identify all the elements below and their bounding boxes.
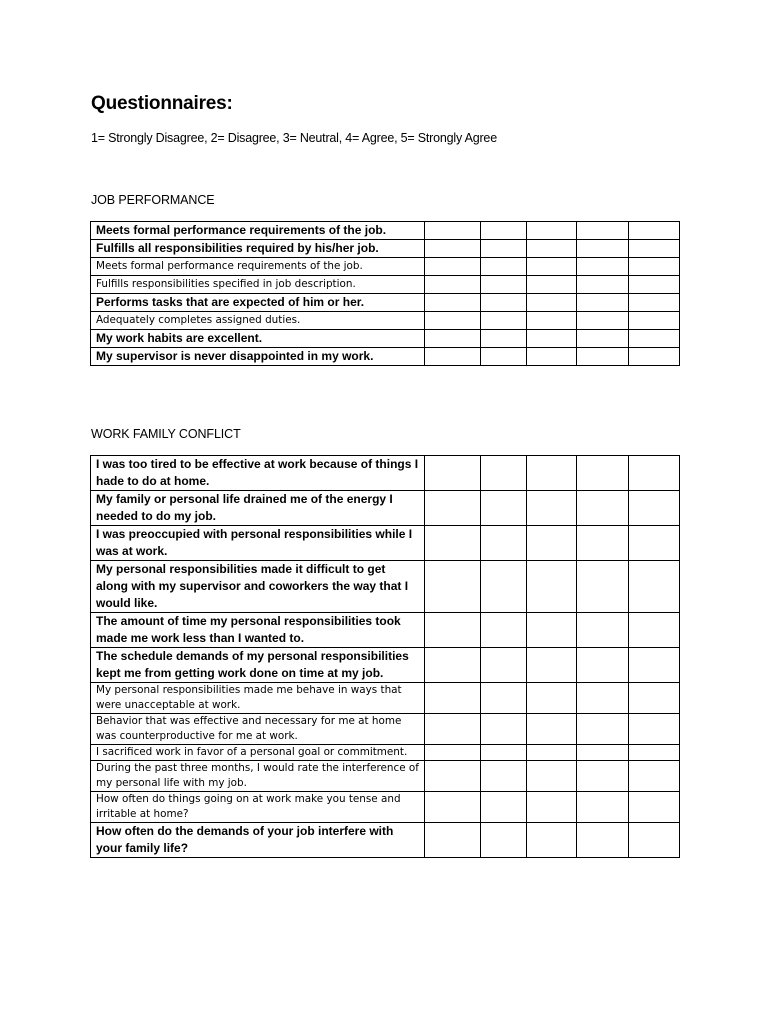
- response-cell-3[interactable]: [527, 240, 577, 258]
- response-cell-4[interactable]: [577, 222, 629, 240]
- response-cell-2[interactable]: [481, 348, 527, 366]
- response-cell-3[interactable]: [527, 823, 577, 858]
- question-row: [91, 456, 680, 491]
- response-cell-5[interactable]: [629, 222, 680, 240]
- response-cell-1[interactable]: [425, 330, 481, 348]
- response-cell-1[interactable]: [425, 792, 481, 823]
- question-row: [91, 294, 680, 312]
- rating-scale-legend: 1= Strongly Disagree, 2= Disagree, 3= Neutral, 4= Agree, 5= Strongly Agree: [91, 131, 497, 145]
- response-cell-1[interactable]: [425, 276, 481, 294]
- response-cell-5[interactable]: [629, 294, 680, 312]
- question-statement: Meets formal performance requirements of the job.: [91, 222, 425, 240]
- question-statement: Meets formal performance requirements of the job.: [91, 258, 425, 276]
- response-cell-4[interactable]: [577, 348, 629, 366]
- response-cell-5[interactable]: [629, 491, 680, 526]
- response-cell-4[interactable]: [577, 456, 629, 491]
- response-cell-4[interactable]: [577, 683, 629, 714]
- response-cell-5[interactable]: [629, 648, 680, 683]
- response-cell-2[interactable]: [481, 613, 527, 648]
- question-statement: I was too tired to be effective at work because of things I hade to do at home.: [91, 456, 425, 491]
- response-cell-5[interactable]: [629, 823, 680, 858]
- response-cell-2[interactable]: [481, 276, 527, 294]
- question-row: [91, 714, 680, 745]
- question-statement: My personal responsibilities made me behave in ways that were unacceptable at work.: [91, 683, 425, 714]
- question-statement: The amount of time my personal responsibilities took made me work less than I wanted to.: [91, 613, 425, 648]
- response-cell-1[interactable]: [425, 348, 481, 366]
- response-cell-2[interactable]: [481, 714, 527, 745]
- page-title: Questionnaires:: [91, 93, 233, 114]
- question-row: [91, 312, 680, 330]
- response-cell-1[interactable]: [425, 294, 481, 312]
- response-cell-3[interactable]: [527, 258, 577, 276]
- response-cell-2[interactable]: [481, 648, 527, 683]
- response-cell-1[interactable]: [425, 258, 481, 276]
- work-family-conflict-heading: WORK FAMILY CONFLICT: [91, 427, 241, 441]
- question-statement: Fulfills all responsibilities required by his/her job.: [91, 240, 425, 258]
- response-cell-4[interactable]: [577, 714, 629, 745]
- response-cell-1[interactable]: [425, 222, 481, 240]
- job-performance-heading: JOB PERFORMANCE: [91, 193, 215, 207]
- response-cell-3[interactable]: [527, 348, 577, 366]
- response-cell-3[interactable]: [527, 222, 577, 240]
- response-cell-1[interactable]: [425, 683, 481, 714]
- response-cell-3[interactable]: [527, 312, 577, 330]
- response-cell-3[interactable]: [527, 648, 577, 683]
- question-statement: Adequately completes assigned duties.: [91, 312, 425, 330]
- response-cell-4[interactable]: [577, 240, 629, 258]
- response-cell-3[interactable]: [527, 456, 577, 491]
- question-row: [91, 348, 680, 366]
- question-row: [91, 823, 680, 858]
- question-statement: The schedule demands of my personal responsibilities kept me from getting work done on time at my job.: [91, 648, 425, 683]
- response-cell-1[interactable]: [425, 456, 481, 491]
- response-cell-2[interactable]: [481, 294, 527, 312]
- response-cell-4[interactable]: [577, 745, 629, 761]
- question-row: [91, 276, 680, 294]
- response-cell-5[interactable]: [629, 526, 680, 561]
- response-cell-4[interactable]: [577, 312, 629, 330]
- response-cell-5[interactable]: [629, 683, 680, 714]
- response-cell-4[interactable]: [577, 526, 629, 561]
- question-statement: Behavior that was effective and necessary for me at home was counterproductive for me at work.: [91, 714, 425, 745]
- response-cell-3[interactable]: [527, 745, 577, 761]
- response-cell-3[interactable]: [527, 714, 577, 745]
- question-statement: I sacrificed work in favor of a personal goal or commitment.: [91, 745, 425, 761]
- response-cell-1[interactable]: [425, 745, 481, 761]
- response-cell-1[interactable]: [425, 526, 481, 561]
- question-statement: How often do the demands of your job interfere with your family life?: [91, 823, 425, 858]
- response-cell-3[interactable]: [527, 294, 577, 312]
- question-row: [91, 330, 680, 348]
- response-cell-2[interactable]: [481, 491, 527, 526]
- response-cell-4[interactable]: [577, 491, 629, 526]
- response-cell-1[interactable]: [425, 823, 481, 858]
- response-cell-2[interactable]: [481, 683, 527, 714]
- response-cell-2[interactable]: [481, 761, 527, 792]
- response-cell-4[interactable]: [577, 792, 629, 823]
- response-cell-5[interactable]: [629, 613, 680, 648]
- response-cell-5[interactable]: [629, 312, 680, 330]
- response-cell-2[interactable]: [481, 330, 527, 348]
- response-cell-5[interactable]: [629, 348, 680, 366]
- response-cell-5[interactable]: [629, 714, 680, 745]
- work-family-conflict-table: [90, 455, 680, 858]
- response-cell-1[interactable]: [425, 714, 481, 745]
- response-cell-2[interactable]: [481, 823, 527, 858]
- response-cell-2[interactable]: [481, 561, 527, 613]
- response-cell-2[interactable]: [481, 312, 527, 330]
- question-row: [91, 258, 680, 276]
- response-cell-5[interactable]: [629, 240, 680, 258]
- question-statement: Fulfills responsibilities specified in job description.: [91, 276, 425, 294]
- question-row: [91, 648, 680, 683]
- question-row: [91, 222, 680, 240]
- response-cell-3[interactable]: [527, 491, 577, 526]
- response-cell-2[interactable]: [481, 792, 527, 823]
- question-statement: I was preoccupied with personal responsibilities while I was at work.: [91, 526, 425, 561]
- response-cell-5[interactable]: [629, 745, 680, 761]
- response-cell-1[interactable]: [425, 240, 481, 258]
- response-cell-3[interactable]: [527, 761, 577, 792]
- job-performance-table: [90, 221, 680, 366]
- response-cell-1[interactable]: [425, 491, 481, 526]
- question-statement: Performs tasks that are expected of him or her.: [91, 294, 425, 312]
- response-cell-2[interactable]: [481, 745, 527, 761]
- response-cell-3[interactable]: [527, 330, 577, 348]
- response-cell-3[interactable]: [527, 613, 577, 648]
- question-row: [91, 526, 680, 561]
- response-cell-5[interactable]: [629, 258, 680, 276]
- response-cell-1[interactable]: [425, 648, 481, 683]
- response-cell-2[interactable]: [481, 456, 527, 491]
- response-cell-4[interactable]: [577, 613, 629, 648]
- response-cell-2[interactable]: [481, 222, 527, 240]
- response-cell-3[interactable]: [527, 683, 577, 714]
- question-statement: During the past three months, I would rate the interference of my personal life with my job.: [91, 761, 425, 792]
- response-cell-1[interactable]: [425, 613, 481, 648]
- response-cell-5[interactable]: [629, 330, 680, 348]
- response-cell-4[interactable]: [577, 276, 629, 294]
- question-row: [91, 792, 680, 823]
- response-cell-1[interactable]: [425, 761, 481, 792]
- response-cell-4[interactable]: [577, 823, 629, 858]
- response-cell-5[interactable]: [629, 792, 680, 823]
- question-statement: My supervisor is never disappointed in my work.: [91, 348, 425, 366]
- response-cell-4[interactable]: [577, 258, 629, 276]
- question-row: [91, 240, 680, 258]
- question-row: [91, 561, 680, 613]
- question-statement: My family or personal life drained me of the energy I needed to do my job.: [91, 491, 425, 526]
- response-cell-4[interactable]: [577, 561, 629, 613]
- question-statement: How often do things going on at work make you tense and irritable at home?: [91, 792, 425, 823]
- response-cell-2[interactable]: [481, 240, 527, 258]
- response-cell-5[interactable]: [629, 761, 680, 792]
- response-cell-5[interactable]: [629, 456, 680, 491]
- response-cell-3[interactable]: [527, 792, 577, 823]
- response-cell-4[interactable]: [577, 761, 629, 792]
- response-cell-2[interactable]: [481, 258, 527, 276]
- question-row: [91, 683, 680, 714]
- question-row: [91, 745, 680, 761]
- response-cell-2[interactable]: [481, 526, 527, 561]
- response-cell-3[interactable]: [527, 276, 577, 294]
- response-cell-4[interactable]: [577, 294, 629, 312]
- response-cell-1[interactable]: [425, 312, 481, 330]
- question-statement: My work habits are excellent.: [91, 330, 425, 348]
- response-cell-5[interactable]: [629, 561, 680, 613]
- response-cell-3[interactable]: [527, 526, 577, 561]
- response-cell-4[interactable]: [577, 330, 629, 348]
- question-row: [91, 491, 680, 526]
- question-row: [91, 613, 680, 648]
- response-cell-1[interactable]: [425, 561, 481, 613]
- response-cell-4[interactable]: [577, 648, 629, 683]
- question-row: [91, 761, 680, 792]
- response-cell-3[interactable]: [527, 561, 577, 613]
- response-cell-5[interactable]: [629, 276, 680, 294]
- question-statement: My personal responsibilities made it difficult to get along with my supervisor and coworkers the way that I would like.: [91, 561, 425, 613]
